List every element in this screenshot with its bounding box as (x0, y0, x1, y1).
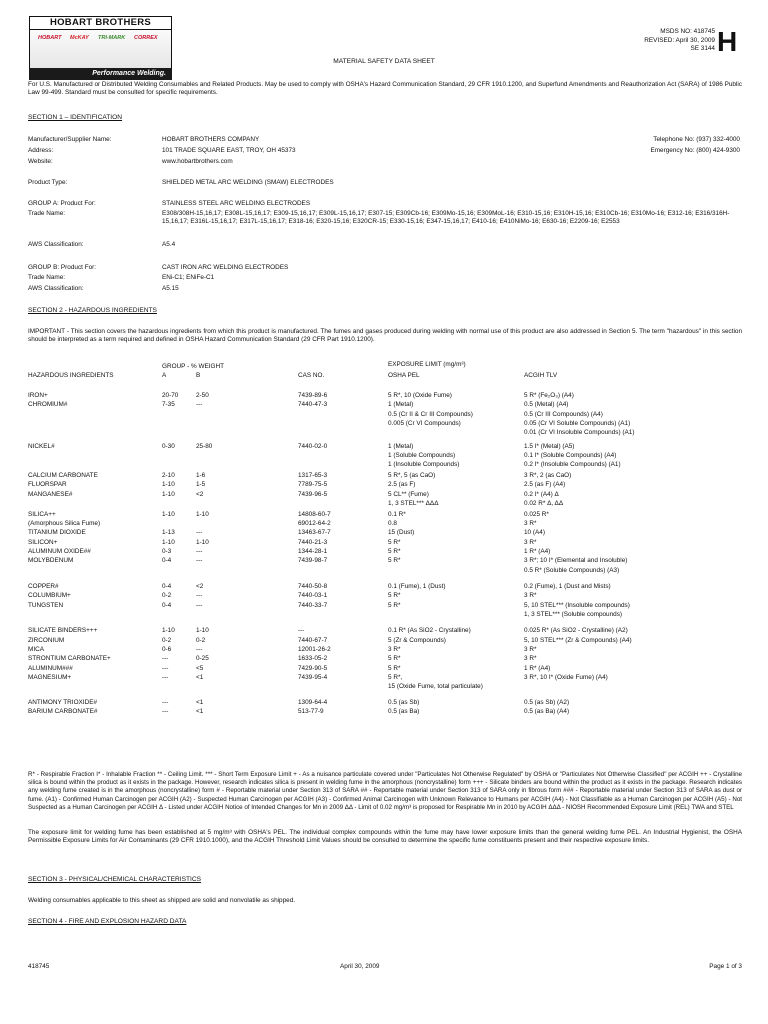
ingredient-pct-a: 0-4 (162, 583, 172, 591)
ingredient-name: MANGANESE# (28, 490, 73, 498)
section1-heading: SECTION 1 – IDENTIFICATION (28, 114, 123, 121)
ingredient-acgih-tlv: 3 R* (524, 538, 537, 546)
msds-number: MSDS NO: 418745 (660, 28, 715, 35)
ingredient-pct-a: --- (162, 673, 169, 681)
ingredient-cas: 7440-50-8 (298, 583, 328, 591)
ingredient-pct-a: --- (162, 655, 169, 663)
logo-company-name: HOBART BROTHERS (29, 16, 172, 30)
ingredient-pct-a: 7-35 (162, 401, 175, 409)
groupa-trade-value: E308/308H-15,16,17; E308L-15,16,17; E309-15,16,17; E309L-15,16,17; E307-15; E309Cb-16; E309Mo-15,16; E309MoL-16; E310-15,16; E310H-15,16; E310Cb-16; E310Mo-16; E312-16; E316/316H-15,16,17; E316L-15,16,17; E317L-15,16,17; E318-16; E320-15,16; E320CR-15; E330-15,16; E347-15,16,17; E410-16; E410NiMo-16; E630-16; E2209-16; E2553 (162, 210, 730, 226)
website-value: www.hobartbrothers.com (162, 158, 233, 165)
msds-meta (620, 28, 715, 54)
ingredient-pct-b: --- (196, 645, 203, 653)
ingredient-name: TITANIUM DIOXIDE (28, 529, 86, 537)
col-cas: CAS NO. (298, 372, 325, 379)
ingredient-osha-pel: 15 (Dust) (388, 529, 415, 537)
ingredient-acgih-tlv: 0.2 I* (A4) Δ (524, 490, 559, 498)
ingredient-acgih-tlv: 0.1 I* (Soluble Compounds) (A4) (524, 452, 617, 460)
groupb-aws-label: AWS Classification: (28, 285, 84, 292)
ingredient-acgih-tlv: 0.025 R* (524, 510, 549, 518)
ingredient-pct-b: <2 (196, 490, 204, 498)
ingredient-pct-b: 1-10 (196, 510, 209, 518)
ingredient-acgih-tlv: 0.02 R* Δ, ΔΔ (524, 500, 564, 508)
section4-heading: SECTION 4 - FIRE AND EXPLOSION HAZARD DATA (28, 918, 187, 925)
ingredient-pct-a: 1-10 (162, 510, 175, 518)
ingredient-name: IRON+ (28, 392, 48, 399)
ingredient-osha-pel: 0.005 (Cr VI Compounds) (388, 419, 461, 427)
ingredient-acgih-tlv: 1 R* (A4) (524, 664, 551, 672)
ingredient-osha-pel: 5 R*, 5 (as CaO) (388, 472, 436, 480)
ingredient-pct-a: 2-10 (162, 472, 175, 480)
ingredient-pct-b: <1 (196, 673, 204, 681)
ingredient-osha-pel: 0.1 R* (As SiO2 - Crystalline) (388, 627, 471, 635)
ingredient-acgih-tlv: 0.2 (Fume), 1 (Dust and Mists) (524, 583, 611, 591)
ingredient-cas: --- (298, 627, 305, 635)
ingredient-pct-a: 1-13 (162, 529, 175, 537)
ingredient-pct-a: 20-70 (162, 392, 179, 399)
ingredient-pct-b: 1-10 (196, 538, 209, 546)
col-exposure-limit: EXPOSURE LIMIT (mg/m³) (388, 361, 466, 368)
ingredient-pct-a: 0-2 (162, 592, 172, 600)
ingredient-acgih-tlv: 5 R* (Fe₂O₃) (A4) (524, 392, 574, 399)
ingredient-name: COPPER# (28, 583, 59, 591)
ingredient-name: ALUMINUM### (28, 664, 73, 672)
company-logo (29, 16, 172, 80)
manufacturer-value: HOBART BROTHERS COMPANY (162, 136, 260, 143)
groupa-aws-label: AWS Classification: (28, 241, 84, 248)
ingredient-cas: 7440-03-1 (298, 592, 328, 600)
website-label: Website: (28, 158, 53, 165)
groupb-trade-label: Trade Name: (28, 274, 66, 281)
se-code: SE 3144 (690, 45, 715, 53)
ingredient-name: COLUMBIUM+ (28, 592, 71, 600)
ingredient-acgih-tlv: 0.05 (Cr VI Soluble Compounds) (A1) (524, 419, 631, 427)
section2-intro: IMPORTANT - This section covers the hazardous ingredients from which this product is manufactured. The fumes and gases produced during welding with normal use of this product are also addressed in Section 5. The term "hazardous" in this section should be interpreted as a term required and defined in OSHA Hazard Communication Standard (29 CFR Part 1910.1200). (28, 328, 742, 344)
ingredient-acgih-tlv: 0.5 (as Sb) (A2) (524, 698, 570, 706)
address-value: 101 TRADE SQUARE EAST, TROY, OH 45373 (162, 147, 296, 154)
ingredient-pct-b: 1-10 (196, 627, 209, 635)
ingredient-pct-a: 0-6 (162, 645, 172, 653)
col-osha-pel: OSHA PEL (388, 372, 420, 379)
ingredient-pct-b: --- (196, 557, 203, 565)
ingredient-cas: 7439-95-4 (298, 673, 328, 681)
footnotes: R* - Respirable Fraction I* - Inhalable Fraction ** - Ceiling Limit. *** - Short Term Exposure Limit + - As a nuisance particulate covered under "Particulates Not Otherwise Regulated" by OSHA or "Particulates Not Otherwise Classified" per ACGIH ++ - Crystalline silica is bound within the product as it exists in the package. However, research indicates silica is present in welding fume in the amorphous (noncrystalline) form +++ - Silicate binders are bound within the product as it exists in the package. Research indicates any welding fume created is in the amorphous (noncrystalline) form # - Reportable material under Section 313 of SARA ## - Reportable material under Section 313 of SARA only in fibrous form ### - Reportable material under Section 313 of SARA as dust or fume. (A1) - Confirmed Human Carcinogen per ACGIH (A2) - Suspected Human Carcinogen per ACGIH (A3) - Confirmed Animal Carcinogen with Unknown Relevance to Humans per ACGIH (A4) - Not Classifiable as a Human Carcinogen per ACGIH (A5) - Not Suspected as a Human Carcinogen per ACGIH Δ - Listed under ACGIH Notice of Intended Changes for Mn in 2009 ΔΔ - Limit of 0.02 mg/m³ is proposed for Respirable Mn in 2010 by ACGIH ΔΔΔ - NIOSH Recommended Exposure Limit (REL) TWA and STEL (28, 771, 742, 811)
ingredient-pct-b: --- (196, 548, 203, 556)
ingredient-acgih-tlv: 0.2 I* (Insoluble Compounds) (A1) (524, 461, 621, 469)
ingredient-pct-b: 0-2 (196, 636, 206, 644)
ingredient-cas: 7439-98-7 (298, 557, 328, 565)
ingredient-name: SILICATE BINDERS+++ (28, 627, 98, 635)
ingredient-acgih-tlv: 2.5 (as F) (A4) (524, 481, 566, 489)
ingredient-osha-pel: 5 R* (388, 592, 401, 600)
ingredient-osha-pel: 5 R* (388, 601, 401, 609)
groupa-trade-label: Trade Name: (28, 210, 66, 217)
ingredient-acgih-tlv: 0.5 (Metal) (A4) (524, 401, 569, 409)
ingredient-osha-pel: 15 (Oxide Fume, total particulate) (388, 683, 483, 691)
ingredient-osha-pel: 5 (Zr & Compounds) (388, 636, 446, 644)
groupb-aws-value: A5.15 (162, 285, 179, 292)
ingredient-cas: 13463-67-7 (298, 529, 331, 537)
groupb-label: GROUP B: Product For: (28, 264, 97, 271)
ingredient-osha-pel: 5 CL** (Fume) (388, 490, 429, 498)
groupa-aws-value: A5.4 (162, 241, 176, 248)
ingredient-cas: 1344-28-1 (298, 548, 328, 556)
ingredient-osha-pel: 0.5 (as Ba) (388, 707, 420, 715)
ingredient-pct-b: --- (196, 401, 203, 409)
product-type-value: SHIELDED METAL ARC WELDING (SMAW) ELECTRODES (162, 179, 334, 186)
ingredient-pct-b: 25-80 (196, 442, 213, 450)
ingredient-name: STRONTIUM CARBONATE+ (28, 655, 111, 663)
fume-note: The exposure limit for welding fume has been established at 5 mg/m³ with OSHA's PEL. The individual complex compounds within the fume may have lower exposure limits than the general welding fume PEL. An Industrial Hygienist, the OSHA Permissible Exposure Limits for Air Contaminants (29 CFR 1910.1000), and the ACGIH Threshold Limit Values should be consulted to determine the specific fume constituents present and their respective exposure limits. (28, 829, 742, 845)
ingredient-cas: 7789-75-5 (298, 481, 328, 489)
ingredient-name: CHROMIUM# (28, 401, 68, 409)
footer-doc-number: 418745 (28, 963, 50, 970)
ingredient-name: MOLYBDENUM (28, 557, 74, 565)
ingredient-acgih-tlv: 0.025 R* (As SiO2 - Crystalline) (A2) (524, 627, 628, 635)
ingredient-osha-pel: 5 R* (388, 664, 401, 672)
ingredient-osha-pel: 0.5 (Cr II & Cr III Compounds) (388, 410, 473, 418)
ingredient-name: ALUMINUM OXIDE## (28, 548, 91, 556)
ingredient-cas: 7440-02-0 (298, 442, 328, 450)
ingredient-cas: 7440-21-3 (298, 538, 328, 546)
ingredient-osha-pel: 5 R*, 10 (Oxide Fume) (388, 392, 452, 399)
ingredient-acgih-tlv: 0.5 (as Ba) (A4) (524, 707, 570, 715)
ingredient-cas: 1317-65-3 (298, 472, 328, 480)
ingredient-pct-b: --- (196, 529, 203, 537)
ingredient-pct-b: --- (196, 592, 203, 600)
col-hazardous-ingredients: HAZARDOUS INGREDIENTS (28, 372, 114, 379)
ingredient-osha-pel: 5 R* (388, 557, 401, 565)
ingredient-pct-a: 1-10 (162, 627, 175, 635)
col-acgih-tlv: ACGIH TLV (524, 372, 558, 379)
ingredient-acgih-tlv: 0.5 R* (Soluble Compounds) (A3) (524, 566, 620, 574)
ingredient-pct-b: 1-5 (196, 481, 206, 489)
ingredient-osha-pel: 5 R* (388, 548, 401, 556)
ingredient-acgih-tlv: 3 R*, 10 I* (Oxide Fume) (A4) (524, 673, 608, 681)
ingredient-name: SILICA++ (28, 510, 56, 518)
groupb-value: CAST IRON ARC WELDING ELECTRODES (162, 264, 289, 271)
ingredient-cas: 7439-96-5 (298, 490, 328, 498)
ingredient-osha-pel: 1, 3 STEL*** ΔΔΔ (388, 500, 439, 508)
ingredient-pct-b: 0-25 (196, 655, 209, 663)
ingredient-pct-a: 1-10 (162, 538, 175, 546)
ingredient-cas: 69012-64-2 (298, 520, 331, 528)
brand-corex: CORREX (134, 35, 158, 41)
ingredient-osha-pel: 2.5 (as F) (388, 481, 416, 489)
ingredient-pct-a: 1-10 (162, 481, 175, 489)
ingredient-acgih-tlv: 10 (A4) (524, 529, 545, 537)
ingredient-cas: 7439-89-6 (298, 392, 328, 399)
ingredient-pct-a: 0-4 (162, 601, 172, 609)
telephone: Telephone No: (937) 332-4000 (653, 136, 740, 143)
ingredient-pct-a: 0-2 (162, 636, 172, 644)
document-title: MATERIAL SAFETY DATA SHEET (333, 58, 435, 65)
ingredient-osha-pel: 0.5 (as Sb) (388, 698, 420, 706)
ingredient-osha-pel: 0.1 (Fume), 1 (Dust) (388, 583, 446, 591)
brand-mckay: McKAY (70, 35, 89, 41)
ingredient-osha-pel: 1 (Insoluble Compounds) (388, 461, 460, 469)
ingredient-acgih-tlv: 0.5 (Cr III Compounds) (A4) (524, 410, 603, 418)
brand-hobart: HOBART (38, 35, 62, 41)
ingredient-cas: 14808-60-7 (298, 510, 331, 518)
ingredient-name: ZIRCONIUM (28, 636, 65, 644)
ingredient-name: ANTIMONY TRIOXIDE# (28, 698, 98, 706)
ingredient-name: MAGNESIUM+ (28, 673, 72, 681)
col-group-weight: GROUP - % WEIGHT (162, 363, 225, 370)
groupb-trade-value: ENi-C1; ENiFe-C1 (162, 274, 215, 281)
ingredient-pct-b: <2 (196, 583, 204, 591)
ingredient-acgih-tlv: 1.5 I* (Metal) (A5) (524, 442, 575, 450)
ingredient-name: NICKEL# (28, 442, 55, 450)
ingredient-pct-b: <1 (196, 698, 204, 706)
ingredient-pct-b: <5 (196, 664, 204, 672)
ingredient-cas: 513-77-9 (298, 707, 324, 715)
ingredient-name: CALCIUM CARBONATE (28, 472, 98, 480)
ingredient-pct-a: 0-30 (162, 442, 175, 450)
ingredient-name: MICA (28, 645, 44, 653)
ingredient-osha-pel: 3 R* (388, 645, 401, 653)
ingredient-pct-b: 2-50 (196, 392, 209, 399)
ingredient-pct-b: <1 (196, 707, 204, 715)
ingredient-cas: 7440-67-7 (298, 636, 328, 644)
ingredient-acgih-tlv: 3 R*, 2 (as CaO) (524, 472, 572, 480)
ingredient-osha-pel: 5 R* (388, 538, 401, 546)
col-b: B (196, 372, 201, 379)
logo-tagline: Performance Welding. (29, 68, 172, 80)
manufacturer-label: Manufacturer/Supplier Name: (28, 136, 112, 143)
ingredient-acgih-tlv: 1 R* (A4) (524, 548, 551, 556)
footer-page: Page 1 of 3 (709, 963, 742, 970)
ingredient-cas: 7440-47-3 (298, 401, 328, 409)
ingredient-acgih-tlv: 3 R* (524, 655, 537, 663)
col-a: A (162, 372, 167, 379)
ingredient-acgih-tlv: 3 R* (524, 520, 537, 528)
ingredient-name: BARIUM CARBONATE# (28, 707, 98, 715)
section3-heading: SECTION 3 - PHYSICAL/CHEMICAL CHARACTERISTICS (28, 876, 202, 883)
section3-text: Welding consumables applicable to this sheet as shipped are solid and nonvolatile as shipped. (28, 897, 296, 904)
ingredient-acgih-tlv: 3 R*; 10 I* (Elemental and Insoluble) (524, 557, 628, 565)
ingredient-osha-pel: 0.1 R* (388, 510, 406, 518)
ingredient-name: FLUORSPAR (28, 481, 67, 489)
ingredient-cas: 1633-05-2 (298, 655, 328, 663)
ingredient-pct-a: 1-10 (162, 490, 175, 498)
address-label: Address: (28, 147, 54, 154)
ingredient-acgih-tlv: 0.01 (Cr VI Insoluble Compounds) (A1) (524, 429, 635, 437)
ingredient-cas: 7440-33-7 (298, 601, 328, 609)
emergency-phone: Emergency No: (800) 424-9300 (650, 147, 740, 154)
ingredient-osha-pel: 5 R*, (388, 673, 403, 681)
ingredient-name: (Amorphous Silica Fume) (28, 520, 101, 528)
ingredient-name: TUNGSTEN (28, 601, 64, 609)
ingredient-osha-pel: 1 (Metal) (388, 442, 414, 450)
ingredient-pct-a: 0-4 (162, 557, 172, 565)
intro-paragraph: For U.S. Manufactured or Distributed Welding Consumables and Related Products. May be used to comply with OSHA's Hazard Communication Standard, 29 CFR 1910.1200, and Superfund Amendments and Reauthorization Act (SARA) of 1986 Public Law 99-499. Standard must be consulted for specific requirements. (28, 81, 742, 97)
ingredient-osha-pel: 1 (Soluble Compounds) (388, 452, 456, 460)
ingredient-pct-a: 0-3 (162, 548, 172, 556)
ingredient-pct-a: --- (162, 707, 169, 715)
ingredient-acgih-tlv: 1, 3 STEL*** (Soluble compounds) (524, 610, 623, 618)
groupa-label: GROUP A: Product For: (28, 200, 96, 207)
ingredient-cas: 7429-90-5 (298, 664, 328, 672)
footer-date: April 30, 2009 (340, 963, 380, 970)
ingredient-acgih-tlv: 3 R* (524, 592, 537, 600)
product-type-label: Product Type: (28, 179, 68, 186)
ingredient-cas: 1309-64-4 (298, 698, 328, 706)
ingredient-acgih-tlv: 5, 10 STEL*** (Zr & Compounds) (A4) (524, 636, 632, 644)
ingredient-osha-pel: 0.8 (388, 520, 397, 528)
ingredient-pct-b: 1-6 (196, 472, 206, 480)
ingredient-osha-pel: 5 R* (388, 655, 401, 663)
section2-heading: SECTION 2 - HAZARDOUS INGREDIENTS (28, 307, 157, 314)
ingredient-pct-a: --- (162, 664, 169, 672)
ingredient-cas: 12001-26-2 (298, 645, 331, 653)
ingredient-osha-pel: 1 (Metal) (388, 401, 414, 409)
ingredient-acgih-tlv: 3 R* (524, 645, 537, 653)
ingredient-pct-a: --- (162, 698, 169, 706)
groupa-value: STAINLESS STEEL ARC WELDING ELECTRODES (162, 200, 311, 207)
ingredient-acgih-tlv: 5, 10 STEL*** (Insoluble compounds) (524, 601, 630, 609)
hazard-letter: H (717, 26, 738, 57)
revised-date: REVISED: April 30, 2009 (644, 36, 715, 44)
ingredient-pct-b: --- (196, 601, 203, 609)
brand-trimark: TRI-MARK (98, 35, 126, 41)
ingredient-name: SILICON+ (28, 538, 58, 546)
